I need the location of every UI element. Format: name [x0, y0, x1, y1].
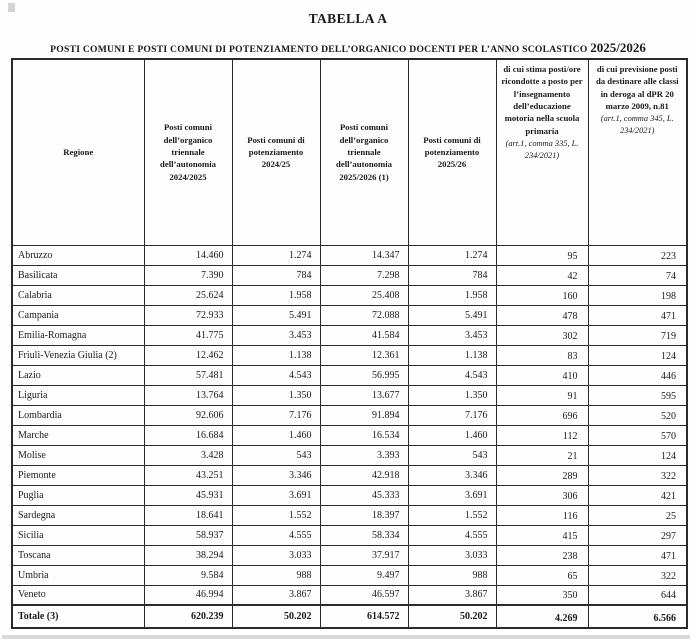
value-cell-col5: 784 — [408, 265, 496, 285]
value-cell-col4: 9.497 — [320, 565, 408, 585]
value-cell-col7: 74 — [588, 265, 687, 285]
value-cell-col3: 1.138 — [232, 345, 320, 365]
value-cell-col5: 4.555 — [408, 525, 496, 545]
value-cell-col5: 7.176 — [408, 405, 496, 425]
value-cell-col5: 1.138 — [408, 345, 496, 365]
value-cell-col7: 471 — [588, 545, 687, 565]
value-cell-col4: 41.584 — [320, 325, 408, 345]
value-cell-col6: 160 — [496, 285, 588, 305]
value-cell-col5: 543 — [408, 445, 496, 465]
value-cell-col2: 46.994 — [144, 585, 232, 605]
table-row — [12, 365, 687, 385]
value-cell-col6: 42 — [496, 265, 588, 285]
value-cell-col7: 198 — [588, 285, 687, 305]
scan-artifact-bottom — [2, 635, 690, 639]
value-cell-col4: 3.393 — [320, 445, 408, 465]
value-cell-col6: 350 — [496, 585, 588, 605]
table-header-row — [12, 59, 687, 245]
column-header-label: Posti comuni di potenziamento 2025/26 — [423, 134, 481, 170]
table-row — [12, 385, 687, 405]
value-cell-col6: 410 — [496, 365, 588, 385]
column-header-label: Posti comuni di potenziamento 2024/25 — [247, 134, 305, 170]
value-cell-col3: 3.691 — [232, 485, 320, 505]
value-cell-col3: 4.555 — [232, 525, 320, 545]
value-cell-col3: 784 — [232, 265, 320, 285]
value-cell-col7: 297 — [588, 525, 687, 545]
value-cell-col2: 18.641 — [144, 505, 232, 525]
value-cell-col5: 50.202 — [408, 605, 496, 628]
region-cell: Basilicata — [12, 265, 144, 285]
value-cell-col4: 46.597 — [320, 585, 408, 605]
value-cell-col7: 322 — [588, 565, 687, 585]
table-row — [12, 425, 687, 445]
subtitle-year: 2025/2026 — [590, 40, 646, 55]
value-cell-col7: 570 — [588, 425, 687, 445]
value-cell-col6: 95 — [496, 245, 588, 265]
value-cell-col5: 5.491 — [408, 305, 496, 325]
value-cell-col6: 696 — [496, 405, 588, 425]
value-cell-col3: 1.958 — [232, 285, 320, 305]
value-cell-col5: 4.543 — [408, 365, 496, 385]
column-header-4 — [320, 59, 408, 245]
value-cell-col6: 415 — [496, 525, 588, 545]
table-row — [12, 245, 687, 265]
value-cell-col6: 91 — [496, 385, 588, 405]
region-cell: Marche — [12, 425, 144, 445]
value-cell-col2: 3.428 — [144, 445, 232, 465]
value-cell-col3: 3.346 — [232, 465, 320, 485]
column-header-note: (art.1, comma 335, L. 234/2021) — [505, 139, 579, 160]
value-cell-col2: 620.239 — [144, 605, 232, 628]
value-cell-col3: 3.033 — [232, 545, 320, 565]
value-cell-col4: 42.918 — [320, 465, 408, 485]
table-row — [12, 585, 687, 605]
value-cell-col4: 56.995 — [320, 365, 408, 385]
total-row — [12, 605, 687, 628]
table-row — [12, 565, 687, 585]
value-cell-col4: 25.408 — [320, 285, 408, 305]
value-cell-col3: 1.552 — [232, 505, 320, 525]
region-cell: Campania — [12, 305, 144, 325]
value-cell-col7: 520 — [588, 405, 687, 425]
region-cell: Piemonte — [12, 465, 144, 485]
value-cell-col7: 322 — [588, 465, 687, 485]
region-cell: Puglia — [12, 485, 144, 505]
value-cell-col6: 83 — [496, 345, 588, 365]
region-cell: Lazio — [12, 365, 144, 385]
value-cell-col7: 223 — [588, 245, 687, 265]
value-cell-col4: 614.572 — [320, 605, 408, 628]
table-row — [12, 305, 687, 325]
column-header-label: di cui stima posti/ore ricondotte a posto per l’insegnamento dell’educazione motoria nella scuola primaria — [501, 64, 583, 136]
value-cell-col6: 306 — [496, 485, 588, 505]
value-cell-col3: 3.867 — [232, 585, 320, 605]
value-cell-col6: 289 — [496, 465, 588, 485]
value-cell-col2: 92.606 — [144, 405, 232, 425]
value-cell-col4: 16.534 — [320, 425, 408, 445]
region-cell: Lombardia — [12, 405, 144, 425]
table-row — [12, 265, 687, 285]
column-header-label: di cui previsione posti da destinare alle classi in deroga al dPR 20 marzo 2009, n.81 — [595, 64, 679, 112]
value-cell-col7: 446 — [588, 365, 687, 385]
column-header-1 — [12, 59, 144, 245]
value-cell-col6: 21 — [496, 445, 588, 465]
table-subtitle — [0, 40, 696, 56]
value-cell-col4: 58.334 — [320, 525, 408, 545]
value-cell-col5: 3.346 — [408, 465, 496, 485]
column-header-7 — [588, 59, 687, 245]
value-cell-col6: 478 — [496, 305, 588, 325]
value-cell-col6: 302 — [496, 325, 588, 345]
value-cell-col5: 1.958 — [408, 285, 496, 305]
value-cell-col6: 112 — [496, 425, 588, 445]
value-cell-col7: 25 — [588, 505, 687, 525]
value-cell-col4: 72.088 — [320, 305, 408, 325]
region-cell: Friuli-Venezia Giulia (2) — [12, 345, 144, 365]
region-cell: Calabria — [12, 285, 144, 305]
value-cell-col2: 25.624 — [144, 285, 232, 305]
value-cell-col4: 13.677 — [320, 385, 408, 405]
column-header-label: Posti comuni dell’organico triennale dell’autonomia 2025/2026 (1) — [336, 122, 392, 182]
page-title: TABELLA A — [308, 11, 388, 26]
table-row — [12, 445, 687, 465]
column-header-2 — [144, 59, 232, 245]
value-cell-col4: 91.894 — [320, 405, 408, 425]
posti-comuni-table — [11, 58, 688, 629]
value-cell-col6: 65 — [496, 565, 588, 585]
value-cell-col2: 41.775 — [144, 325, 232, 345]
value-cell-col7: 719 — [588, 325, 687, 345]
value-cell-col4: 18.397 — [320, 505, 408, 525]
value-cell-col3: 4.543 — [232, 365, 320, 385]
region-cell: Veneto — [12, 585, 144, 605]
table-row — [12, 285, 687, 305]
region-cell: Liguria — [12, 385, 144, 405]
value-cell-col5: 988 — [408, 565, 496, 585]
table-row — [12, 325, 687, 345]
value-cell-col6: 116 — [496, 505, 588, 525]
value-cell-col4: 7.298 — [320, 265, 408, 285]
column-header-label: Posti comuni dell’organico triennale dell’autonomia 2024/2025 — [160, 122, 216, 182]
value-cell-col2: 14.460 — [144, 245, 232, 265]
region-cell: Sicilia — [12, 525, 144, 545]
region-cell: Abruzzo — [12, 245, 144, 265]
region-cell: Emilia-Romagna — [12, 325, 144, 345]
region-cell: Molise — [12, 445, 144, 465]
value-cell-col5: 3.691 — [408, 485, 496, 505]
table-row — [12, 405, 687, 425]
value-cell-col5: 1.552 — [408, 505, 496, 525]
value-cell-col2: 7.390 — [144, 265, 232, 285]
value-cell-col7: 471 — [588, 305, 687, 325]
column-header-6 — [496, 59, 588, 245]
table-row — [12, 465, 687, 485]
value-cell-col7: 124 — [588, 345, 687, 365]
value-cell-col3: 988 — [232, 565, 320, 585]
value-cell-col6: 238 — [496, 545, 588, 565]
value-cell-col7: 595 — [588, 385, 687, 405]
value-cell-col7: 6.566 — [588, 605, 687, 628]
table-row — [12, 505, 687, 525]
value-cell-col2: 72.933 — [144, 305, 232, 325]
column-header-5 — [408, 59, 496, 245]
subtitle-text: POSTI COMUNI E POSTI COMUNI DI POTENZIAMENTO DELL’ORGANICO DOCENTI PER L’ANNO SCOLASTICO — [50, 44, 588, 55]
column-header-note: (art.1, comma 345, L. 234/2021) — [600, 114, 674, 136]
value-cell-col7: 124 — [588, 445, 687, 465]
region-cell: Umbria — [12, 565, 144, 585]
table-row — [12, 485, 687, 505]
value-cell-col5: 1.460 — [408, 425, 496, 445]
value-cell-col4: 37.917 — [320, 545, 408, 565]
value-cell-col3: 1.460 — [232, 425, 320, 445]
value-cell-col2: 9.584 — [144, 565, 232, 585]
total-label-cell: Totale (3) — [12, 605, 144, 628]
value-cell-col2: 12.462 — [144, 345, 232, 365]
value-cell-col3: 5.491 — [232, 305, 320, 325]
value-cell-col2: 38.294 — [144, 545, 232, 565]
column-header-label: Regione — [63, 147, 94, 158]
table-row — [12, 345, 687, 365]
value-cell-col5: 3.867 — [408, 585, 496, 605]
value-cell-col2: 58.937 — [144, 525, 232, 545]
value-cell-col5: 3.033 — [408, 545, 496, 565]
value-cell-col2: 45.931 — [144, 485, 232, 505]
column-header-3 — [232, 59, 320, 245]
value-cell-col3: 543 — [232, 445, 320, 465]
value-cell-col7: 644 — [588, 585, 687, 605]
region-cell: Sardegna — [12, 505, 144, 525]
scan-artifact — [8, 3, 15, 12]
value-cell-col2: 43.251 — [144, 465, 232, 485]
value-cell-col2: 13.764 — [144, 385, 232, 405]
table-row — [12, 545, 687, 565]
value-cell-col2: 16.684 — [144, 425, 232, 445]
value-cell-col5: 3.453 — [408, 325, 496, 345]
value-cell-col3: 1.350 — [232, 385, 320, 405]
value-cell-col3: 3.453 — [232, 325, 320, 345]
value-cell-col4: 12.361 — [320, 345, 408, 365]
value-cell-col6: 4.269 — [496, 605, 588, 628]
value-cell-col3: 1.274 — [232, 245, 320, 265]
value-cell-col4: 14.347 — [320, 245, 408, 265]
value-cell-col5: 1.274 — [408, 245, 496, 265]
value-cell-col5: 1.350 — [408, 385, 496, 405]
region-cell: Toscana — [12, 545, 144, 565]
value-cell-col3: 50.202 — [232, 605, 320, 628]
value-cell-col7: 421 — [588, 485, 687, 505]
table-row — [12, 525, 687, 545]
value-cell-col3: 7.176 — [232, 405, 320, 425]
value-cell-col2: 57.481 — [144, 365, 232, 385]
value-cell-col4: 45.333 — [320, 485, 408, 505]
